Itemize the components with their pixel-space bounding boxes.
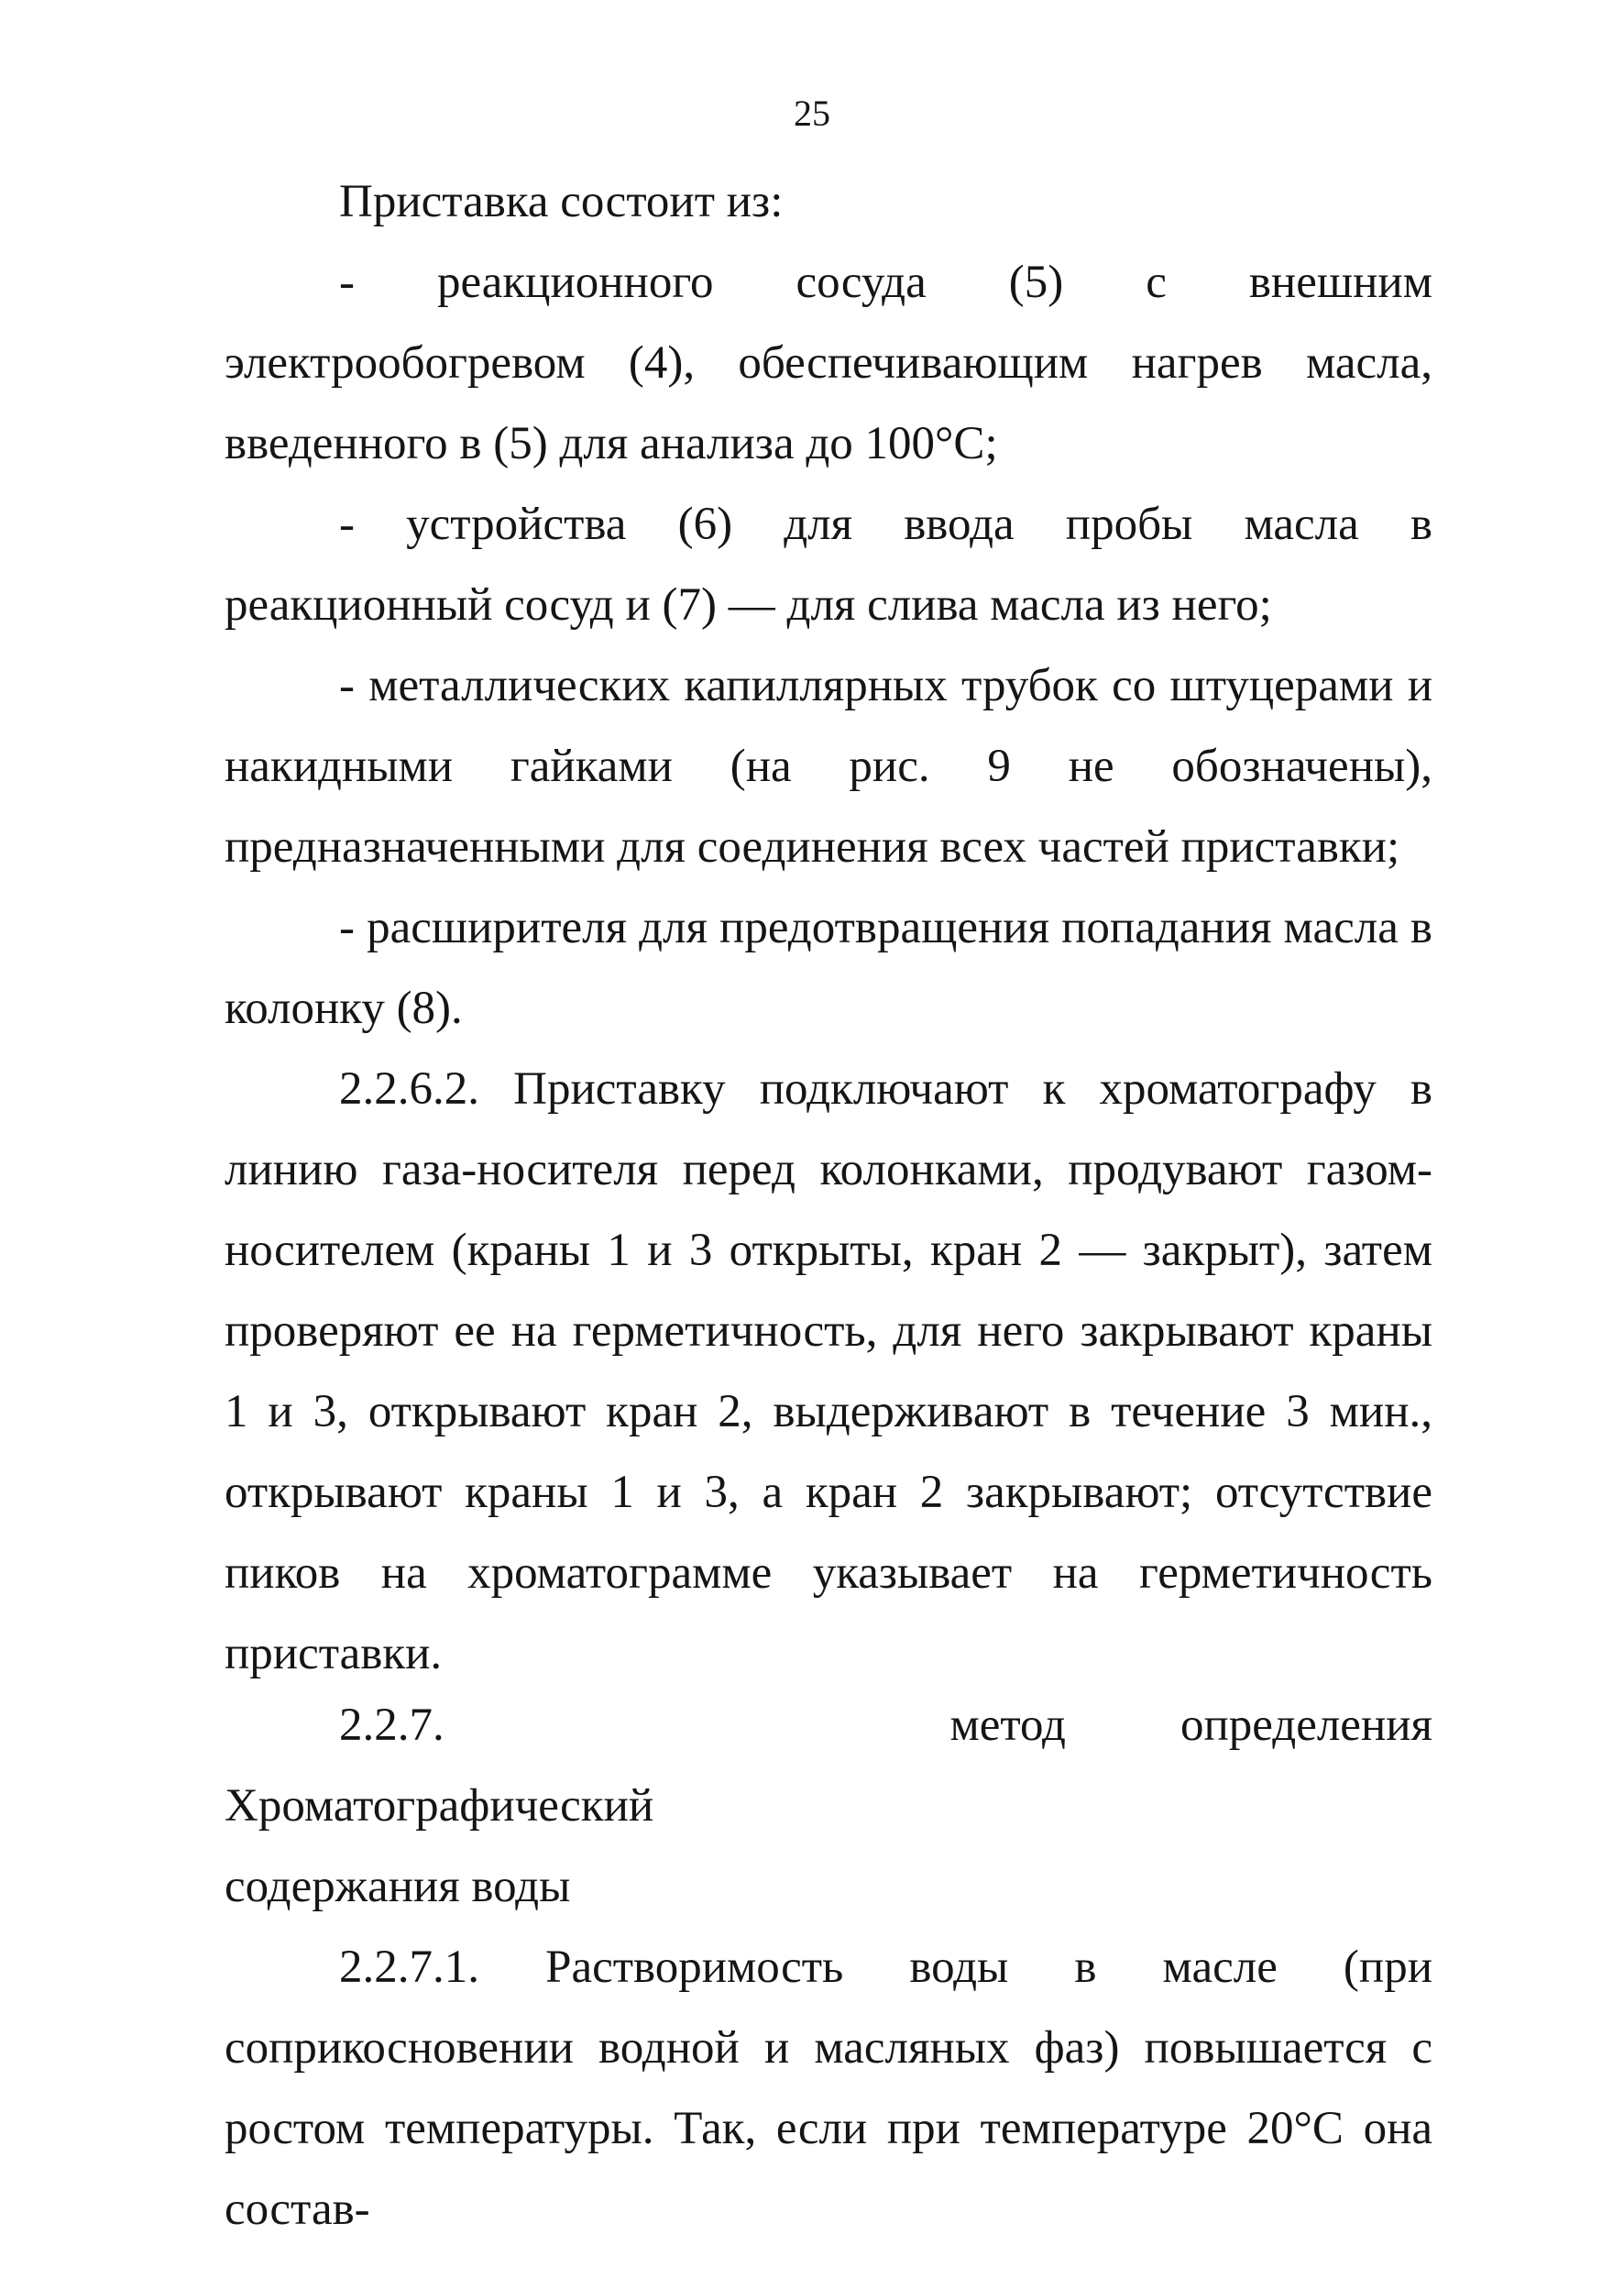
list-item-expander: - расширителя для предотвращения попадания масла в колонку (8). xyxy=(225,902,1432,1034)
list-intro: Приставка состоит из: xyxy=(339,176,784,227)
paragraph-2-2-6-2: 2.2.6.2. Приставку подключают к хроматографу в линию газа-носителя перед колонками, продувают газом-носителем (краны 1 и 3 открыты, кран 2 — закрыт), затем проверяют ее на герметичность, для него закрывают краны 1 и 3, открывают кран 2, выдерживают в течение 3 мин., открывают краны 1 и 3, а кран 2 закрывают; отсутствие пиков на хроматограмме указывает на герметичность приставки. xyxy=(225,1063,1432,1679)
list-item-capillary-tubes: - металлических капиллярных трубок со штуцерами и накидными гайками (на рис. 9 не обозначены), предназначенными для соединения всех частей приставки; xyxy=(225,660,1432,873)
section-heading-continuation: содержания воды xyxy=(225,1861,571,1912)
body-text-upper xyxy=(225,161,1432,1694)
body-text-lower xyxy=(225,1685,1432,2250)
paragraph-2-2-7-1: 2.2.7.1. Растворимость воды в масле (при соприкосновении водной и масляных фаз) повышается с ростом температуры. Так, если при температуре 20°С она состав- xyxy=(225,1942,1432,2235)
page-number: 25 xyxy=(794,93,830,134)
list-item-reaction-vessel: - реакционного сосуда (5) с внешним электрообогревом (4), обеспечивающим нагрев масла, введенного в (5) для анализа до 100°С; xyxy=(225,257,1432,469)
list-item-sample-input-device: - устройства (6) для ввода пробы масла в реакционный сосуд и (7) — для слива масла из него; xyxy=(225,499,1432,631)
section-heading-part-1: 2.2.7. Хроматографический xyxy=(225,1700,654,1832)
section-heading-2-2-7 xyxy=(225,1685,1432,1846)
section-heading-part-3: определения xyxy=(1180,1700,1432,1751)
section-heading-part-2: метод xyxy=(949,1700,1067,1751)
